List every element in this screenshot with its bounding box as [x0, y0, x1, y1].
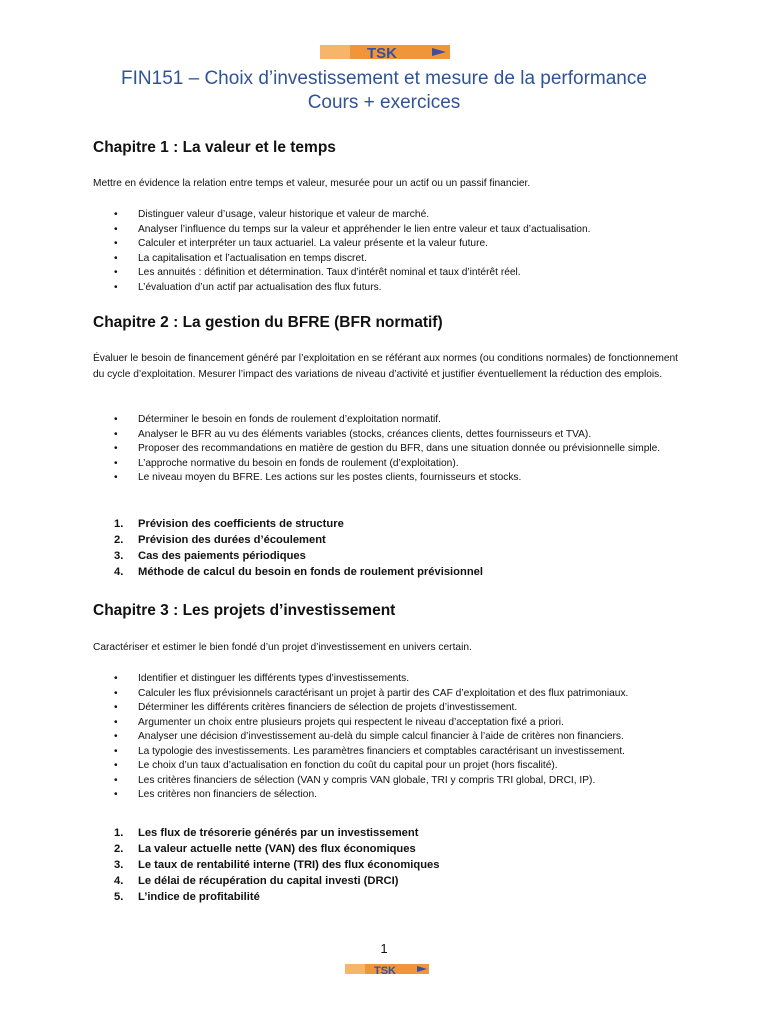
tsk-logo-footer: [345, 962, 429, 976]
page-number: 1: [380, 941, 388, 956]
logo-text: TSK: [374, 965, 396, 976]
list-item: 1. Les flux de trésorerie générés par un investissement: [114, 827, 419, 839]
list-item: 2. Prévision des durées d’écoulement: [114, 534, 326, 546]
list-item: • Déterminer les différents critères financiers de sélection de projets d’investissement.: [93, 701, 679, 716]
list-item: • L’évaluation d’un actif par actualisation des flux futurs.: [93, 281, 679, 296]
list-item: • Analyser l’influence du temps sur la valeur et appréhender le lien entre valeur et taux d’actualisation.: [93, 223, 679, 238]
chapter2-intro: Évaluer le besoin de financement généré par l’exploitation en se référant aux normes (ou conditions normales) de fonctionnement du cycle d’exploitation. Mesurer l’impact des variations de niveau d’activité et justifier éventuellement la réduction des emplois.: [93, 353, 678, 380]
list-item: • Les critères financiers de sélection (VAN y compris VAN globale, TRI y compris TRI global, DRCI, IP).: [93, 774, 679, 789]
list-item: • Argumenter un choix entre plusieurs projets qui respectent le niveau d’acceptation fixé a priori.: [93, 716, 679, 731]
logo-text: TSK: [367, 45, 397, 62]
list-item: • Le choix d’un taux d’actualisation en fonction du coût du capital pour un projet (hors fiscalité).: [93, 759, 679, 774]
list-item: 1. Prévision des coefficients de structure: [114, 518, 344, 530]
list-item: • La typologie des investissements. Les paramètres financiers et comptables caractérisant un investissement.: [93, 745, 679, 760]
list-item: • Calculer et interpréter un taux actuariel. La valeur présente et la valeur future.: [93, 237, 679, 252]
list-item: • Distinguer valeur d’usage, valeur historique et valeur de marché.: [93, 208, 679, 223]
list-item: • Les annuités : définition et détermination. Taux d’intérêt nominal et taux d’intérêt réel.: [93, 266, 679, 281]
chapter3-intro: Caractériser et estimer le bien fondé d’un projet d’investissement en univers certain.: [93, 642, 472, 653]
chapter3-heading: Chapitre 3 : Les projets d’investissement: [93, 602, 396, 619]
chapter3-numbered-list: [93, 825, 679, 905]
list-item: 3. Cas des paiements périodiques: [114, 550, 306, 562]
list-item: • Calculer les flux prévisionnels caractérisant un projet à partir des CAF d’exploitation et des flux patrimoniaux.: [93, 687, 679, 702]
list-item: • Identifier et distinguer les différents types d’investissements.: [93, 672, 679, 687]
list-item: • Proposer des recommandations en matière de gestion du BFR, dans une situation donnée ou prévisionnelle simple.: [93, 442, 679, 457]
document-subtitle: Cours + exercices: [307, 92, 461, 113]
chapter3-bullet-list: [93, 672, 679, 803]
chapter1-intro: Mettre en évidence la relation entre temps et valeur, mesurée pour un actif ou un passif financier.: [93, 178, 531, 189]
list-item: • Analyser le BFR au vu des éléments variables (stocks, créances clients, dettes fournisseurs et TVA).: [93, 428, 679, 443]
chapter1-heading: Chapitre 1 : La valeur et le temps: [93, 139, 336, 156]
chapter1-bullet-list: [93, 208, 679, 295]
list-item: • L’approche normative du besoin en fonds de roulement (d’exploitation).: [93, 457, 679, 472]
list-item: • Le niveau moyen du BFRE. Les actions sur les postes clients, fournisseurs et stocks.: [93, 471, 679, 486]
list-item: 5. L’indice de profitabilité: [114, 891, 260, 903]
list-item: • La capitalisation et l’actualisation en temps discret.: [93, 252, 679, 267]
chapter2-bullet-list: [93, 413, 679, 486]
list-item: 4. Le délai de récupération du capital investi (DRCI): [114, 875, 399, 887]
tsk-logo: [320, 42, 450, 62]
chapter2-numbered-list: [93, 516, 679, 580]
list-item: 3. Le taux de rentabilité interne (TRI) des flux économiques: [114, 859, 440, 871]
list-item: 2. La valeur actuelle nette (VAN) des flux économiques: [114, 843, 416, 855]
list-item: • Les critères non financiers de sélection.: [93, 788, 679, 803]
document-title: FIN151 – Choix d’investissement et mesure de la performance: [121, 68, 647, 89]
list-item: • Analyser une décision d’investissement au-delà du simple calcul financier à l’aide de critères non financiers.: [93, 730, 679, 745]
list-item: • Déterminer le besoin en fonds de roulement d’exploitation normatif.: [93, 413, 679, 428]
list-item: 4. Méthode de calcul du besoin en fonds de roulement prévisionnel: [114, 566, 483, 578]
chapter2-heading: Chapitre 2 : La gestion du BFRE (BFR normatif): [93, 314, 443, 331]
